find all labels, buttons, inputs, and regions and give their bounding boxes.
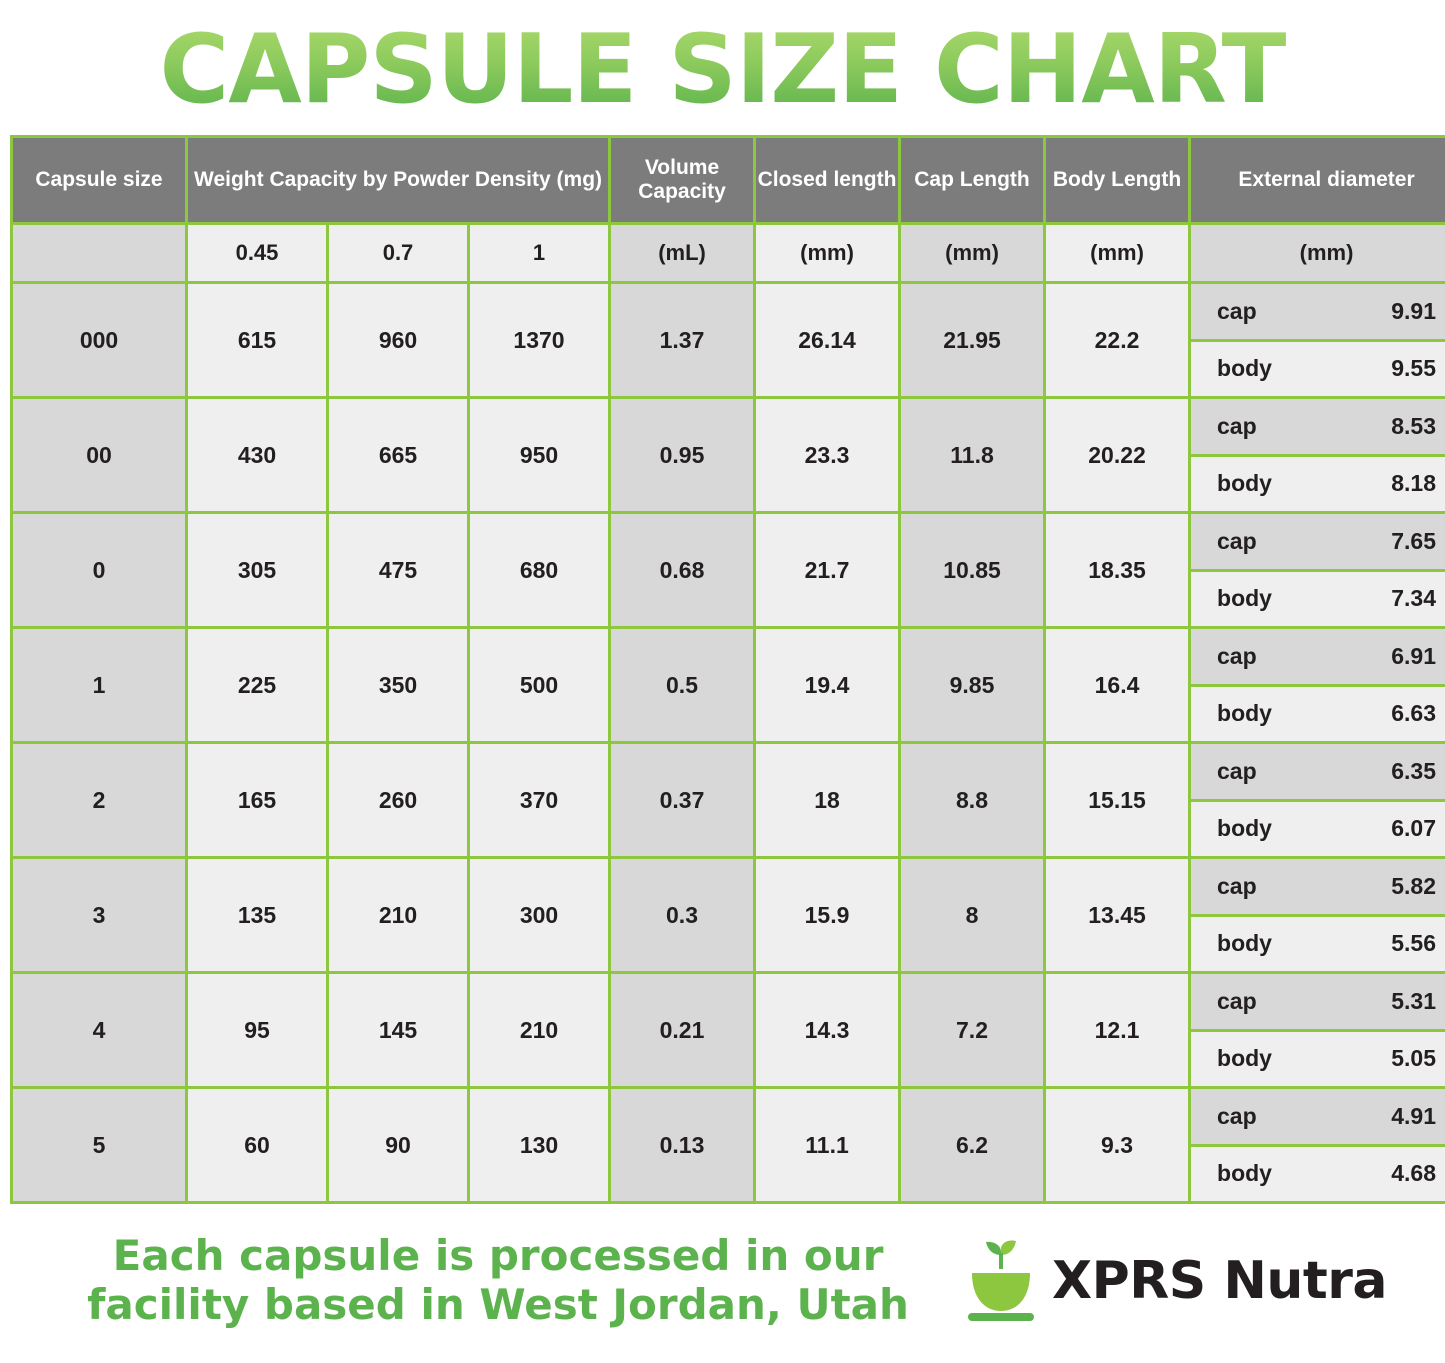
cell-capsule-size: 0 [13,514,185,626]
table-row [13,974,1445,1086]
cell-weight-045: 165 [188,744,326,856]
ext-body-label: body [1217,1160,1272,1187]
cell-body-length: 22.2 [1046,284,1188,396]
ext-body-label: body [1217,470,1272,497]
cell-body-length: 18.35 [1046,514,1188,626]
cell-weight-07: 475 [329,514,467,626]
ext-cap-value: 6.91 [1391,642,1437,669]
ext-body-row [1191,687,1445,742]
cell-closed-length: 15.9 [756,859,898,971]
brand-lockup [964,1239,1387,1323]
cell-closed-length: 19.4 [756,629,898,741]
cell-closed-length: 11.1 [756,1089,898,1201]
cell-external-diameter [1191,284,1445,396]
unit-density-07: 0.7 [329,225,467,281]
table-row [13,284,1445,396]
cell-body-length: 15.15 [1046,744,1188,856]
unit-cap-length: (mm) [901,225,1043,281]
table-row [13,744,1445,856]
header-weight-capacity: Weight Capacity by Powder Density (mg) [188,138,608,222]
cell-cap-length: 9.85 [901,629,1043,741]
cell-closed-length: 18 [756,744,898,856]
unit-closed-length: (mm) [756,225,898,281]
ext-cap-label: cap [1217,757,1257,784]
ext-body-value: 6.07 [1391,815,1437,842]
cell-closed-length: 23.3 [756,399,898,511]
ext-body-value: 4.68 [1391,1160,1437,1187]
cell-weight-045: 430 [188,399,326,511]
ext-cap-value: 8.53 [1391,412,1437,439]
table-row [13,1089,1445,1201]
cell-body-length: 20.22 [1046,399,1188,511]
cell-cap-length: 7.2 [901,974,1043,1086]
page-title: CAPSULE SIZE CHART [159,15,1286,125]
cell-capsule-size: 00 [13,399,185,511]
cell-body-length: 13.45 [1046,859,1188,971]
cell-external-diameter [1191,629,1445,741]
cell-closed-length: 21.7 [756,514,898,626]
cell-cap-length: 8.8 [901,744,1043,856]
brand-name: XPRS Nutra [1052,1250,1387,1311]
cell-capsule-size: 5 [13,1089,185,1201]
table-row [13,399,1445,511]
page-title-wrap [0,0,1445,135]
unit-volume: (mL) [611,225,753,281]
cell-body-length: 16.4 [1046,629,1188,741]
capsule-table-wrap [0,135,1445,1204]
ext-body-label: body [1217,930,1272,957]
ext-cap-value: 5.31 [1391,987,1437,1014]
ext-cap-label: cap [1217,987,1257,1014]
cell-volume: 0.5 [611,629,753,741]
cell-weight-07: 90 [329,1089,467,1201]
cell-cap-length: 11.8 [901,399,1043,511]
ext-body-value: 7.34 [1391,585,1437,612]
cell-weight-1: 500 [470,629,608,741]
ext-cap-row [1191,514,1445,569]
ext-body-label: body [1217,585,1272,612]
cell-weight-1: 130 [470,1089,608,1201]
cell-external-diameter [1191,744,1445,856]
cell-volume: 0.13 [611,1089,753,1201]
cell-weight-07: 210 [329,859,467,971]
cell-body-length: 12.1 [1046,974,1188,1086]
ext-cap-row [1191,399,1445,454]
ext-cap-label: cap [1217,527,1257,554]
cell-weight-07: 665 [329,399,467,511]
cell-weight-045: 225 [188,629,326,741]
cell-body-length: 9.3 [1046,1089,1188,1201]
table-units-row [13,225,1445,281]
ext-body-label: body [1217,700,1272,727]
cell-external-diameter [1191,1089,1445,1201]
ext-body-row [1191,457,1445,512]
ext-cap-value: 6.35 [1391,757,1437,784]
cell-weight-045: 615 [188,284,326,396]
cell-weight-045: 135 [188,859,326,971]
cell-weight-1: 950 [470,399,608,511]
unit-density-1: 1 [470,225,608,281]
unit-body-length: (mm) [1046,225,1188,281]
cell-external-diameter [1191,514,1445,626]
cell-weight-045: 95 [188,974,326,1086]
ext-body-label: body [1217,815,1272,842]
unit-external-diameter: (mm) [1191,225,1445,281]
leaf-mortar-icon [964,1239,1038,1323]
cell-volume: 0.3 [611,859,753,971]
header-closed-length: Closed length [756,138,898,222]
footer-tagline: Each capsule is processed in our facility based in West Jordan, Utah [87,1231,909,1329]
cell-weight-07: 145 [329,974,467,1086]
ext-cap-label: cap [1217,642,1257,669]
ext-cap-row [1191,284,1445,339]
ext-body-row [1191,917,1445,972]
header-external-diameter: External diameter [1191,138,1445,222]
ext-body-value: 5.05 [1391,1045,1437,1072]
ext-body-value: 5.56 [1391,930,1437,957]
header-cap-length: Cap Length [901,138,1043,222]
table-row [13,629,1445,741]
ext-cap-row [1191,629,1445,684]
ext-body-label: body [1217,355,1272,382]
ext-cap-value: 5.82 [1391,872,1437,899]
cell-volume: 0.68 [611,514,753,626]
cell-capsule-size: 1 [13,629,185,741]
cell-weight-045: 305 [188,514,326,626]
cell-capsule-size: 3 [13,859,185,971]
cell-volume: 1.37 [611,284,753,396]
cell-weight-045: 60 [188,1089,326,1201]
header-volume-capacity: Volume Capacity [611,138,753,222]
ext-cap-label: cap [1217,412,1257,439]
cell-weight-07: 960 [329,284,467,396]
cell-weight-1: 370 [470,744,608,856]
cell-cap-length: 21.95 [901,284,1043,396]
ext-cap-row [1191,744,1445,799]
ext-cap-label: cap [1217,1102,1257,1129]
ext-cap-row [1191,859,1445,914]
ext-cap-label: cap [1217,297,1257,324]
ext-body-row [1191,802,1445,857]
cell-weight-1: 680 [470,514,608,626]
ext-body-value: 6.63 [1391,700,1437,727]
ext-body-row [1191,1032,1445,1087]
cell-external-diameter [1191,974,1445,1086]
cell-weight-07: 350 [329,629,467,741]
ext-body-row [1191,572,1445,627]
table-row [13,859,1445,971]
unit-density-045: 0.45 [188,225,326,281]
ext-body-row [1191,342,1445,397]
ext-body-label: body [1217,1045,1272,1072]
header-body-length: Body Length [1046,138,1188,222]
ext-cap-value: 7.65 [1391,527,1437,554]
ext-cap-row [1191,974,1445,1029]
ext-cap-row [1191,1089,1445,1144]
cell-cap-length: 10.85 [901,514,1043,626]
cell-capsule-size: 000 [13,284,185,396]
cell-capsule-size: 2 [13,744,185,856]
header-capsule-size: Capsule size [13,138,185,222]
ext-body-value: 8.18 [1391,470,1437,497]
cell-external-diameter [1191,859,1445,971]
ext-body-value: 9.55 [1391,355,1437,382]
cell-weight-1: 1370 [470,284,608,396]
cell-volume: 0.21 [611,974,753,1086]
ext-cap-value: 9.91 [1391,297,1437,324]
cell-capsule-size: 4 [13,974,185,1086]
cell-weight-07: 260 [329,744,467,856]
cell-volume: 0.95 [611,399,753,511]
cell-volume: 0.37 [611,744,753,856]
cell-weight-1: 210 [470,974,608,1086]
cell-closed-length: 14.3 [756,974,898,1086]
footer [0,1204,1445,1363]
ext-cap-value: 4.91 [1391,1102,1437,1129]
cell-weight-1: 300 [470,859,608,971]
table-row [13,514,1445,626]
table-header-row [13,138,1445,222]
cell-cap-length: 6.2 [901,1089,1043,1201]
cell-closed-length: 26.14 [756,284,898,396]
cell-external-diameter [1191,399,1445,511]
unit-capsule-size [13,225,185,281]
ext-body-row [1191,1147,1445,1202]
ext-cap-label: cap [1217,872,1257,899]
cell-cap-length: 8 [901,859,1043,971]
capsule-size-table [10,135,1445,1204]
